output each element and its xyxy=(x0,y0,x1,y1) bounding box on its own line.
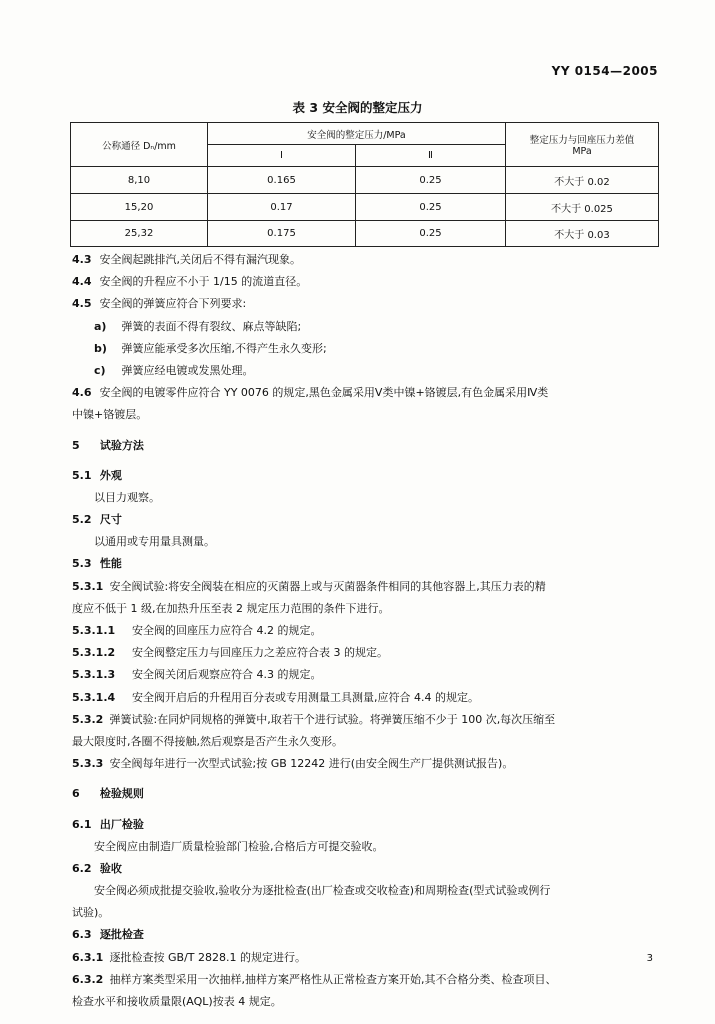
clause-4-4: 4.4 安全阀的升程应不小于 1/15 的流道直径。 xyxy=(72,275,308,289)
clause-5-3-1: 5.3.1 安全阀试验:将安全阀装在相应的灭菌器上或与灭菌器条件相同的其他容器上,其压力表的精 xyxy=(72,579,546,593)
clause-5-3-2: 5.3.2 弹簧试验:在同炉同规格的弹簧中,取若干个进行试验。将弹簧压缩不少于 100 次,每次压缩至 xyxy=(72,712,556,726)
clause-5-3-3: 5.3.3 安全阀每年进行一次型式试验;按 GB 12242 进行(由安全阀生产厂提供测试报告)。 xyxy=(72,757,514,771)
cell-diff: 不大于 0.02 xyxy=(506,167,659,194)
list-item: b) 弹簧应能承受多次压缩,不得产生永久变形; xyxy=(94,341,327,355)
clause-5-3-1-4: 5.3.1.4 安全阀开启后的升程用百分表或专用测量工具测量,应符合 4.4 的规定。 xyxy=(72,690,479,704)
clause-4-6: 4.6 安全阀的电镀零件应符合 YY 0076 的规定,黑色金属采用Ⅴ类中镍+铬镀层,有色金属采用Ⅳ类 xyxy=(72,386,549,400)
header-class-i: Ⅰ xyxy=(208,145,356,167)
clause-6-3-2-cont: 检查水平和接收质量限(AQL)按表 4 规定。 xyxy=(72,995,282,1008)
cell-p1: 0.175 xyxy=(208,221,356,247)
clause-6-2: 6.2 验收 xyxy=(72,861,122,875)
clause-5-3-1-2: 5.3.1.2 安全阀整定压力与回座压力之差应符合表 3 的规定。 xyxy=(72,646,388,660)
table-caption: 表 3 安全阀的整定压力 xyxy=(292,100,423,115)
clause-5-1: 5.1 外观 xyxy=(72,468,122,482)
clause-5-2: 5.2 尺寸 xyxy=(72,513,122,527)
clause-6-1-text: 安全阀应由制造厂质量检验部门检验,合格后方可提交验收。 xyxy=(94,839,384,853)
body-text xyxy=(72,249,660,1013)
set-pressure-table xyxy=(70,122,659,247)
clause-6-3-2: 6.3.2 抽样方案类型采用一次抽样,抽样方案严格性从正常检查方案开始,其不合格分类、检查项目、 xyxy=(72,972,557,986)
cell-diff: 不大于 0.03 xyxy=(506,221,659,247)
standard-number: YY 0154—2005 xyxy=(551,64,658,78)
clause-6-3-1: 6.3.1 逐批检查按 GB/T 2828.1 的规定进行。 xyxy=(72,950,306,964)
clause-6-2-cont: 试验)。 xyxy=(72,906,110,920)
clause-5-3-1-1: 5.3.1.1 安全阀的回座压力应符合 4.2 的规定。 xyxy=(72,624,322,637)
clause-5-3: 5.3 性能 xyxy=(72,557,122,571)
clause-5-3-1-3: 5.3.1.3 安全阀关闭后观察应符合 4.3 的规定。 xyxy=(72,668,322,682)
header-nominal-diameter: 公称通径 Dₙ/mm xyxy=(71,123,208,167)
table-row xyxy=(71,167,659,194)
clause-4-3: 4.3 安全阀起跳排汽,关闭后不得有漏汽现象。 xyxy=(72,253,301,266)
section-5-heading: 5 试验方法 xyxy=(72,438,144,452)
clause-6-3: 6.3 逐批检查 xyxy=(72,928,144,942)
clause-6-2-text: 安全阀必须成批提交验收,验收分为逐批检查(出厂检查或交收检查)和周期检查(型式试验或例行 xyxy=(94,884,551,898)
table-row xyxy=(71,194,659,221)
cell-p1: 0.165 xyxy=(208,167,356,194)
cell-diff: 不大于 0.025 xyxy=(506,194,659,221)
clause-6-1: 6.1 出厂检验 xyxy=(72,817,144,831)
clause-5-3-2-cont: 最大限度时,各圈不得接触,然后观察是否产生永久变形。 xyxy=(72,734,343,748)
clause-4-6-cont: 中镍+铬镀层。 xyxy=(72,408,148,422)
page-number: 3 xyxy=(646,953,653,964)
clause-5-1-text: 以目力观察。 xyxy=(94,490,160,504)
list-item: a) 弹簧的表面不得有裂纹、麻点等缺陷; xyxy=(94,319,302,333)
header-pressure-difference: 整定压力与回座压力差值 MPa xyxy=(506,123,659,167)
table-row xyxy=(71,221,659,247)
cell-p2: 0.25 xyxy=(356,167,506,194)
clause-5-2-text: 以通用或专用量具测量。 xyxy=(94,535,215,549)
cell-dn: 15,20 xyxy=(71,194,208,221)
cell-dn: 8,10 xyxy=(71,167,208,194)
cell-p2: 0.25 xyxy=(356,194,506,221)
header-class-ii: Ⅱ xyxy=(356,145,506,167)
section-6-heading: 6 检验规则 xyxy=(72,787,144,801)
cell-dn: 25,32 xyxy=(71,221,208,247)
cell-p2: 0.25 xyxy=(356,221,506,247)
cell-p1: 0.17 xyxy=(208,194,356,221)
clause-4-5: 4.5 安全阀的弹簧应符合下列要求: xyxy=(72,297,247,311)
header-set-pressure: 安全阀的整定压力/MPa xyxy=(208,123,506,145)
clause-5-3-1-cont: 度应不低于 1 级,在加热升压至表 2 规定压力范围的条件下进行。 xyxy=(72,601,390,615)
list-item: c) 弹簧应经电镀或发黑处理。 xyxy=(94,363,254,377)
